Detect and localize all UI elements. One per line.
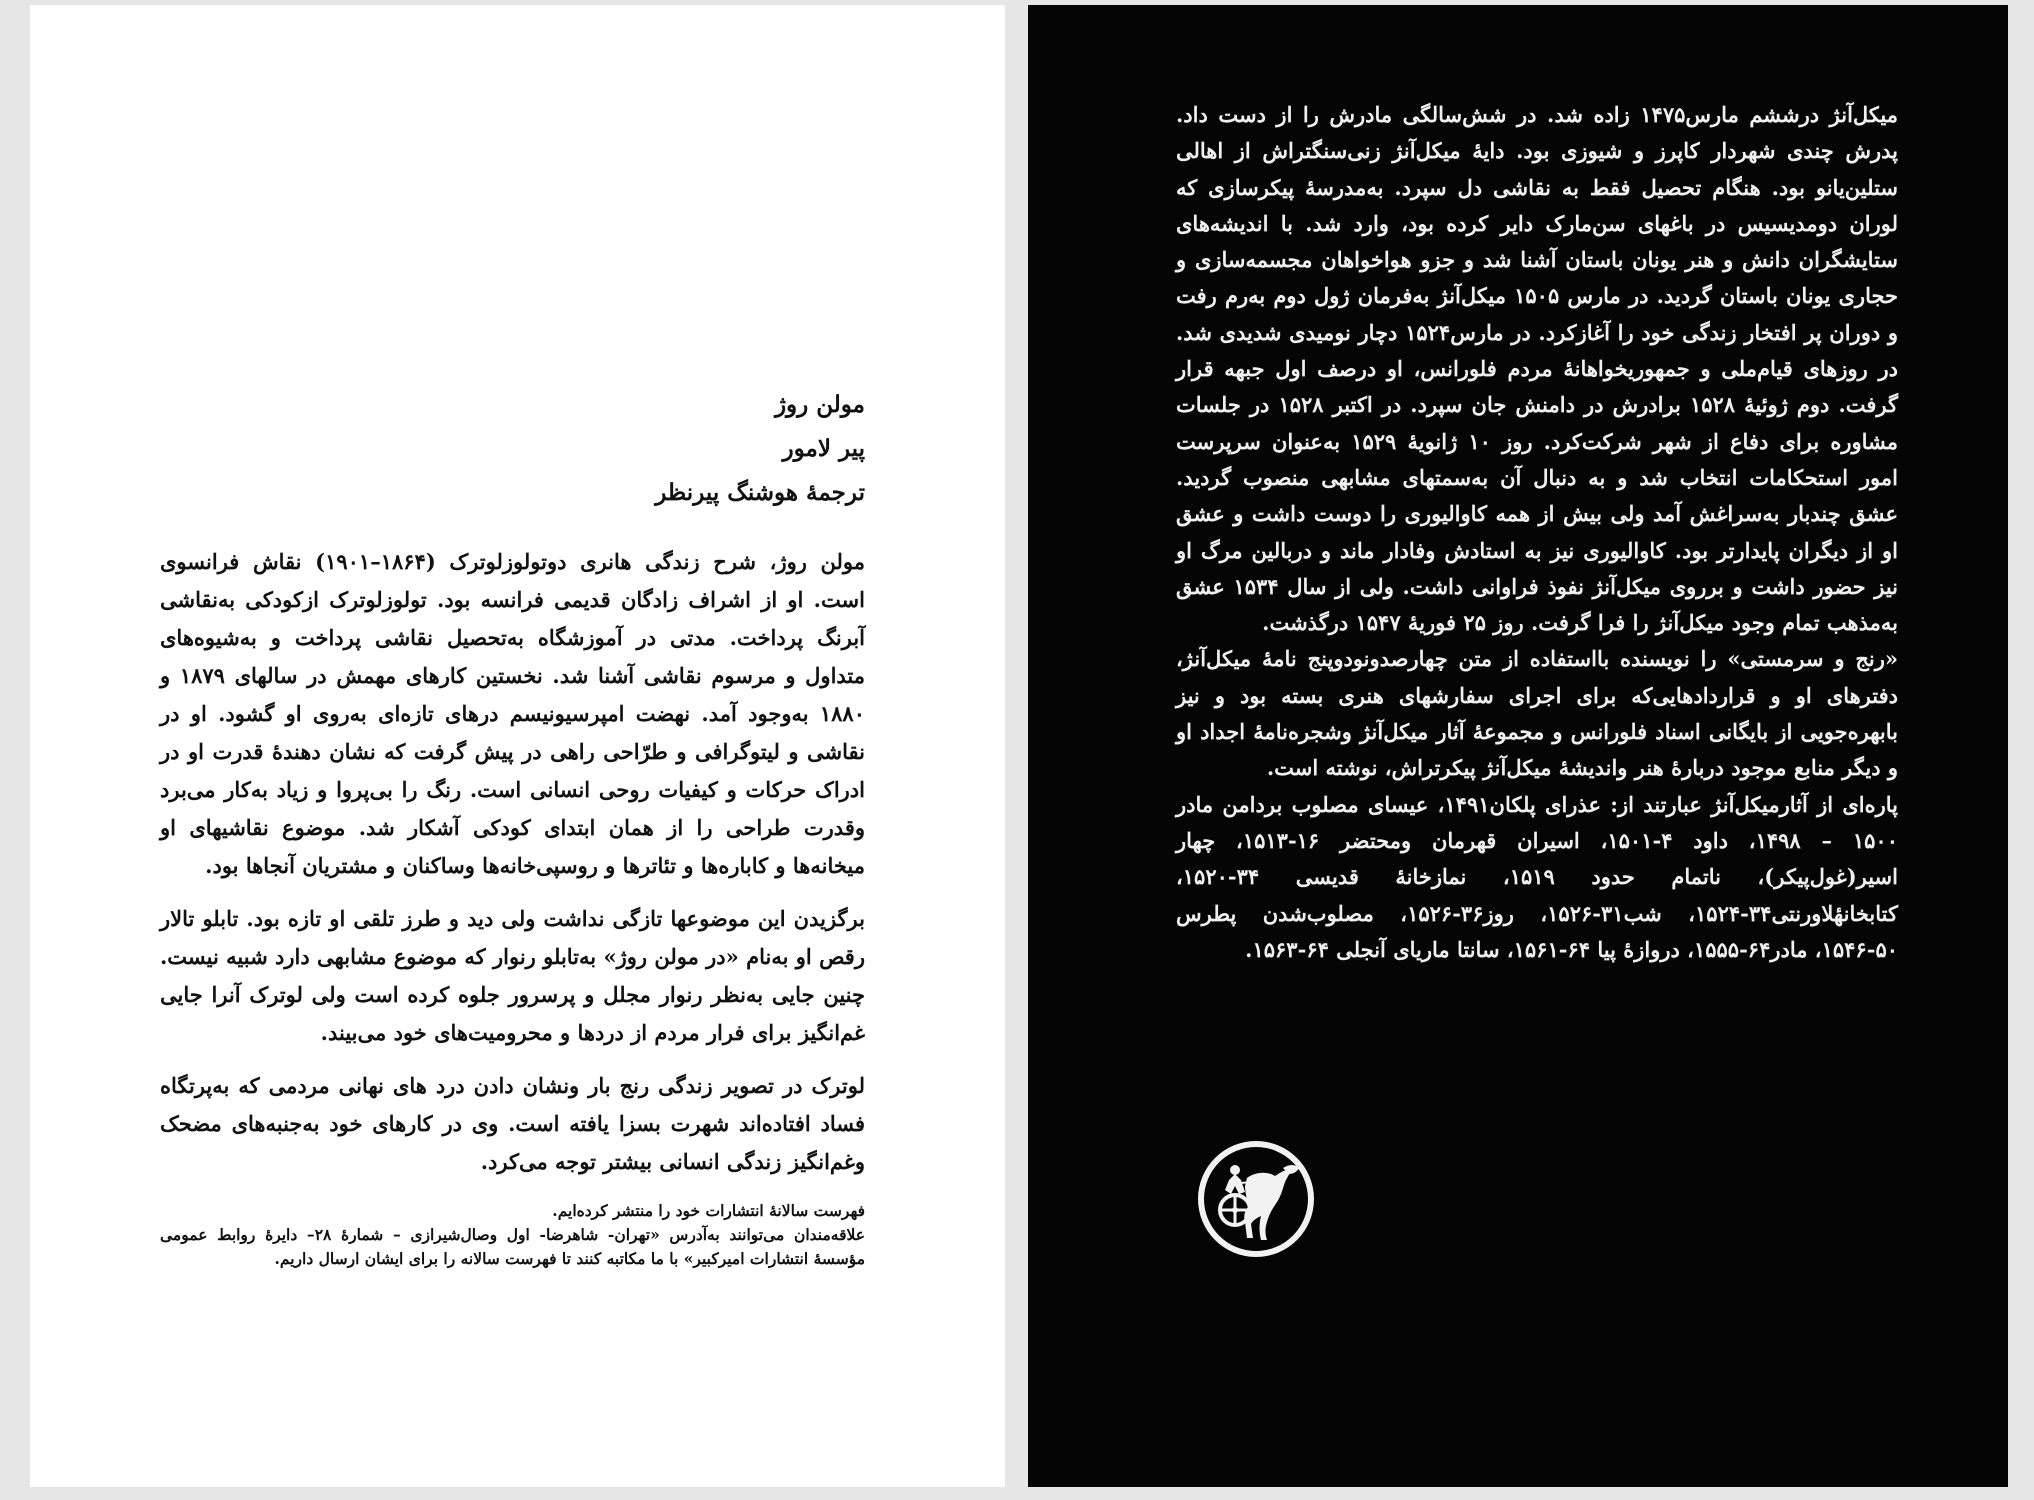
translator-credit: ترجمهٔ هوشنگ پیرنظر: [655, 479, 865, 506]
book-title: مولن روژ: [774, 391, 865, 418]
publisher-note-line: فهرست سالانهٔ انتشارات خود را منتشر کرده‌ایم.: [552, 1201, 865, 1220]
horse-chariot-emblem-icon: [1195, 1138, 1317, 1260]
book-credits: [565, 383, 865, 515]
publisher-note-line: علاقه‌مندان می‌توانند به‌آدرس «تهران- شاهرضا- اول وصال‌شیرازی – شمارهٔ ۲۸– دایرهٔ روابط عمومی مؤسسهٔ انتشارات امیرکبیر» با ما مکاتبه کنند تا فهرست سالانه را برای ایشان ارسال داریم.: [160, 1225, 865, 1268]
synopsis-paragraph: برگزیدن این موضوعها تازگی نداشت ولی دید و طرز تلقی او تازه بود. تابلو تالار رقص او به‌نام «در مولن روژ» به‌تابلو رنوار که موضوع مشابهی دارد شبیه نیست. چنین جایی به‌نظر رنوار مجلل و پرسرور جلوه کرده است ولی لوترک آنرا جایی غم‌انگیز برای فرار مردم از دردها و محرومیت‌های خود می‌بیند.: [160, 906, 865, 1045]
back-flap-left-page: [30, 5, 1005, 1487]
biography-text: [1176, 97, 1898, 968]
biography-paragraph: میکل‌آنژ درششم مارس۱۴۷۵ زاده شد. در شش‌سالگی مادرش را از دست داد. پدرش چندی شهردار کاپرز و شیوزی بود. دایهٔ میکل‌آنژ زنی‌سنگتراش از اهالی ستلین‌یانو بود. هنگام تحصیل فقط به نقاشی دل سپرد. به‌مدرسهٔ پیکرسازی که لوران دومدیسیس در باغهای سن‌مارک دایر کرده بود، وارد شد. با اندیشه‌های ستایشگران دانش و هنر یونان باستان آشنا شد و جزو هواخواهان مجسمه‌سازی و حجاری یونان باستان گردید. در مارس ۱۵۰۵ میکل‌آنژ به‌فرمان ژول دوم به‌رم رفت و دوران پر افتخار زندگی خود را آغازکرد. در مارس۱۵۲۴ دچار نومیدی شدیدی شد. در روزهای قیام‌ملی و جمهوریخواهانهٔ مردم فلورانس، او درصف اول جبهه قرار گرفت. دوم ژوئیهٔ ۱۵۲۸ برادرش در دامنش جان سپرد. در اکتبر ۱۵۲۸ در جلسات مشاوره برای دفاع از شهر شرکت‌کرد. روز ۱۰ ژانویهٔ ۱۵۲۹ به‌عنوان سرپرست امور استحکامات انتخاب شد و به دنبال آن به‌سمتهای مشابهی منصوب گردید. عشق چندبار به‌سراغش آمد ولی بیش از همه کاوالیوری را دوست داشت و عشق او از دیگران پایدارتر بود. کاوالیوری نیز به استادش وفادار ماند و دربالین مرگ او نیز حضور داشت و برروی میکل‌آنژ نفوذ فراوانی داشت. ولی از سال ۱۵۳۴ عشق به‌مذهب تمام وجود میکل‌آنژ را فرا گرفت. روز ۲۵ فوریهٔ ۱۵۴۷ درگذشت.: [1176, 102, 1898, 636]
biography-paragraph: «رنج و سرمستی» را نویسنده بااستفاده از متن چهارصدونودوپنج نامهٔ میکل‌آنژ، دفترهای او و قراردادهایی‌که برای اجرای سفارشهای هنری بسته بود و نیز بابهره‌جویی از بایگانی اسناد فلورانس و مجموعهٔ آثار میکل‌آنژ وشجره‌نامهٔ اجداد او و دیگر منابع موجود دربارهٔ هنر واندیشهٔ میکل‌آنژ پیکرتراش، نوشته است.: [1176, 646, 1898, 781]
synopsis-paragraph: لوترک در تصویر زندگی رنج بار ونشان دادن درد های نهانی مردمی که به‌پرتگاه فساد افتاده‌اند شهرت بسزا یافته است. وی در کارهای خود به‌جنبه‌های مضحک وغم‌انگیز زندگی انسانی بیشتر توجه می‌کرد.: [160, 1073, 865, 1174]
synopsis-paragraph: مولن روژ، شرح زندگی هانری دوتولوزلوترک (۱۸۶۴–۱۹۰۱) نقاش فرانسوی است. او از اشراف زادگان قدیمی فرانسه بود. تولوزلوترک ازکودکی به‌نقاشی آبرنگ پرداخت. مدتی در آموزشگاه به‌تحصیل نقاشی پرداخت و به‌شیوه‌های متداول و مرسوم نقاشی آشنا شد. نخستین کارهای مهمش در سالهای ۱۸۷۹ و ۱۸۸۰ به‌وجود آمد. نهضت امپرسیونیسم درهای تازه‌ای به‌روی او گشود. او در نقاشی و لیتوگرافی و طرّاحی راهی در پیش گرفت که نشان دهندهٔ قدرت او در ادراک حرکات و کیفیات روحی انسانی است. رنگ را بی‌پروا و زیاد به‌کار می‌برد وقدرت طراحی را از همان ابتدای کودکی آشکار شد. موضوع نقاشیهای او میخانه‌ها و کاباره‌ها و تئاترها و روسپی‌خانه‌ها وساکنان و مشتریان آنجاها بود.: [160, 549, 866, 878]
publisher-note: [160, 1199, 865, 1271]
synopsis-text: [160, 543, 865, 1271]
author-name: پیر لامور: [782, 435, 865, 462]
biography-paragraph: پاره‌ای از آثارمیکل‌آنژ عبارتند از: عذرای پلکان۱۴۹۱، عیسای مصلوب بردامن مادر ۱۵۰۰ – ۱۴۹۸، داود ۴-۱۵۰۱، اسیران قهرمان ومحتضر ۱۶-۱۵۱۳، چهار اسیر(غول‌پیکر)، ناتمام حدود ۱۵۱۹، نمازخانهٔ قدیسی ۳۴-۱۵۲۰، کتابخانهٔلاورنتی۳۴-۱۵۲۴، شب۳۱-۱۵۲۶، روز۳۶-۱۵۲۶، مصلوب‌شدن پطرس ۵۰-۱۵۴۶، مادر۶۴-۱۵۵۵، دروازهٔ پیا ۶۴-۱۵۶۱، سانتا ماریای آنجلی ۶۴-۱۵۶۳.: [1176, 791, 1898, 962]
back-cover-right-page: [1028, 5, 2008, 1487]
